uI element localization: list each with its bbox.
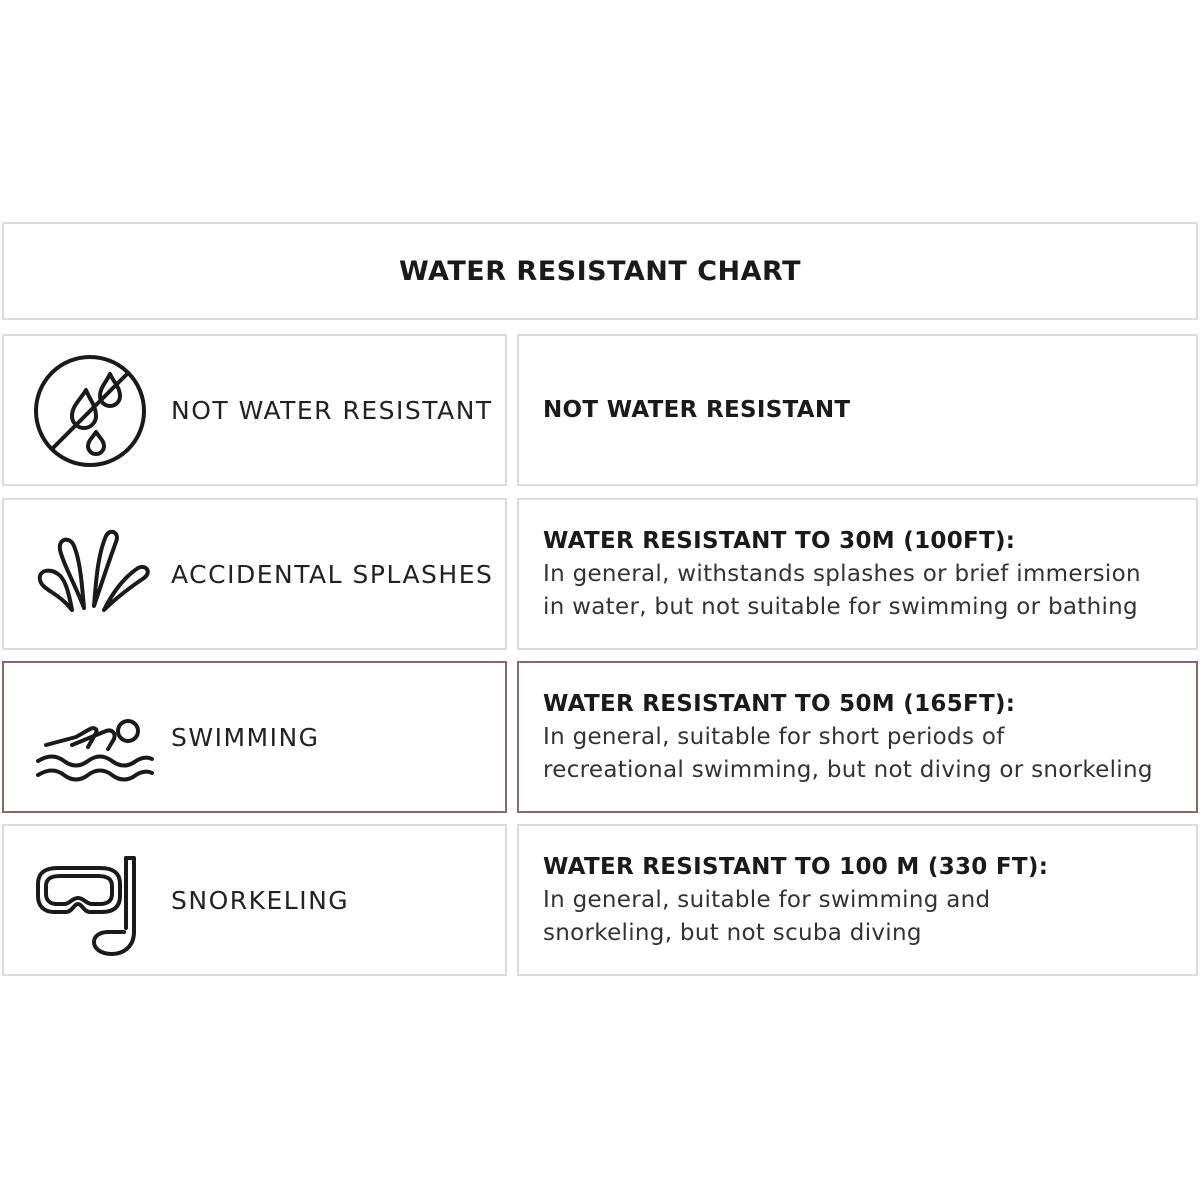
row-text-line: In general, withstands splashes or brief immersion bbox=[543, 560, 1141, 587]
splash-icon bbox=[28, 510, 158, 640]
row-heading: WATER RESISTANT TO 50M (165FT): bbox=[543, 690, 1016, 717]
row-swimming-desc-cell bbox=[517, 661, 1198, 813]
chart-title-box bbox=[2, 222, 1198, 320]
chart-title: WATER RESISTANT CHART bbox=[398, 255, 802, 287]
row-heading: WATER RESISTANT TO 30M (100FT): bbox=[543, 527, 1016, 554]
row-heading: NOT WATER RESISTANT bbox=[543, 396, 851, 423]
row-snorkeling-label-cell bbox=[2, 824, 507, 976]
row-text-line: recreational swimming, but not diving or snorkeling bbox=[543, 756, 1153, 783]
swimmer-icon bbox=[28, 673, 158, 803]
row-text-line: snorkeling, but not scuba diving bbox=[543, 919, 922, 946]
snorkel-mask-icon bbox=[28, 836, 158, 966]
row-text-line: in water, but not suitable for swimming or bathing bbox=[543, 593, 1138, 620]
row-accidental-splashes-desc-cell bbox=[517, 498, 1198, 650]
row-text-line: In general, suitable for swimming and bbox=[543, 886, 991, 913]
row-accidental-splashes-label-cell bbox=[2, 498, 507, 650]
row-description bbox=[543, 663, 1186, 811]
row-label: SNORKELING bbox=[171, 885, 350, 915]
row-heading: WATER RESISTANT TO 100 M (330 FT): bbox=[543, 853, 1049, 880]
row-snorkeling-desc-cell bbox=[517, 824, 1198, 976]
row-label: ACCIDENTAL SPLASHES bbox=[171, 559, 494, 589]
row-swimming-label-cell bbox=[2, 661, 507, 813]
row-not-water-resistant-desc-cell bbox=[517, 334, 1198, 486]
row-description bbox=[543, 500, 1186, 648]
row-description bbox=[543, 336, 1186, 484]
no-water-drops-icon bbox=[28, 346, 158, 476]
row-text-line: In general, suitable for short periods of bbox=[543, 723, 1005, 750]
row-not-water-resistant-label-cell bbox=[2, 334, 507, 486]
row-description bbox=[543, 826, 1186, 974]
row-label: NOT WATER RESISTANT bbox=[171, 395, 493, 425]
row-label: SWIMMING bbox=[171, 722, 320, 752]
